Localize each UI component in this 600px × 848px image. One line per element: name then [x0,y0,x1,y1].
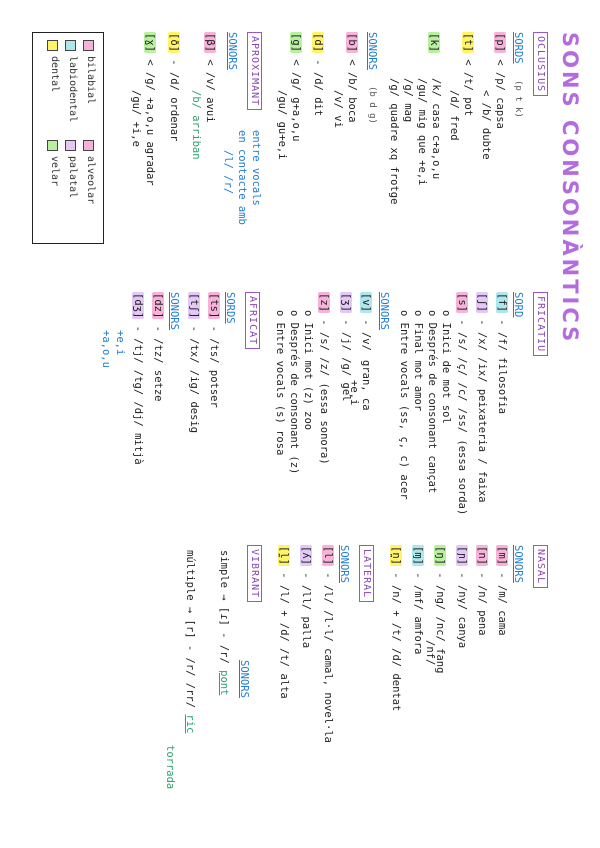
symbol-tsh: [tʃ] [188,293,200,319]
rule-ts: - /ts/ potser [208,325,220,408]
symbol-ng: [ŋ] [434,546,446,565]
phoneme-tsh [187,292,200,433]
legend-label: dental [49,56,60,93]
aproximant-note-3: /l/ /r/ [222,150,234,195]
oclusius-sords-note: (p t k) [513,80,523,118]
phoneme-beta [203,32,216,123]
rule-eth: - /d/ ordenar [168,59,180,142]
legend-label: bilabial [85,56,96,105]
page-title: SONS CONSONÀNTICS [558,32,582,345]
section-heading-oclusius: OCLUSIUS [533,32,548,96]
phoneme-dzh [131,292,144,465]
note-mf: /nf/ [424,640,436,666]
note-z-3: o Entre vocals (s) rosa [274,310,286,456]
rule-d: - /d/ dit [312,59,324,117]
legend-swatch [83,140,94,151]
oclusius-sonors-note: (b d g) [367,86,377,124]
rule-k-3: /g/ mag [402,78,414,123]
phoneme-k [427,32,440,53]
section-heading-aproximant: APROXIMANT [247,32,262,110]
section-heading-nasal: NASAL [533,545,548,588]
rule-b-alt: /v/ vi [332,90,344,128]
rule-l: - /l/ /l·l/ camal, novel·la [322,572,334,743]
vibrant-simple [217,550,230,695]
legend-label: alveolar [85,156,96,205]
note-dzh-2: +a,o,u [100,330,112,368]
rule-beta: < /v/ avui [204,59,216,123]
symbol-dz: [dz] [152,293,164,319]
symbol-t: [t] [462,33,474,52]
rule-ny: - /ny/ canya [456,572,468,649]
symbol-lt: [l̪] [278,546,290,565]
rule-dzh: - /tj/ /tg/ /dj/ mitjà [132,325,144,465]
oclusius-sonors-label: SONORS [366,32,378,70]
symbol-m: [m] [496,546,508,565]
phoneme-ll [299,545,312,648]
rule-v: - /v/ [360,319,372,351]
legend-swatch [83,40,94,51]
rule-beta-alt: /b/ arriban [190,90,202,160]
legend-swatch [47,40,58,51]
rule-mf: - /mf/ amfora [412,572,424,655]
rule-gamma: < /g/ +a,o,u agradar [144,59,156,186]
note-s-3: o Final mot amor [412,310,424,412]
phoneme-mf [411,545,424,654]
symbol-dzh: [dʒ] [132,293,144,319]
rule-ng: - /ng/ /nc/ fang [434,572,446,674]
rule-tsh: - /tx/ /ig/ desig [188,325,200,434]
rule-p-alt: < /b/ dubte [480,90,492,160]
symbol-beta: [β] [204,33,216,52]
symbol-g: [g] [290,33,302,52]
phoneme-v [359,292,372,351]
symbol-l: [l] [322,546,334,565]
phoneme-nt [389,545,402,711]
section-heading-vibrant: VIBRANT [247,545,262,602]
rule-gamma-alt: /gu/ +i,e [130,90,142,147]
legend-label: labiodental [67,56,78,123]
rule-ll: - /ll/ palla [300,572,312,649]
rule-n: - /n/ pena [476,572,488,636]
symbol-p: [p] [494,33,506,52]
phoneme-eth [167,32,180,141]
fricatiu-sonors-label: SONORS [378,292,390,330]
note-dzh-1: +e,i [114,330,126,356]
aproximant-note-2: en contacte amb [236,130,248,225]
oclusius-sords-label: SORDS [512,32,524,64]
legend-swatch [65,140,76,151]
legend-label: velar [49,156,60,187]
vibrant-multiple-example: ric [184,714,196,734]
rule-k-1: /k/ casa c+a,o,u [430,78,442,180]
vibrant-multiple-example-2: torrada [164,745,176,790]
symbol-f: [f] [496,293,508,312]
section-heading-fricatiu: FRICATIU [533,292,548,356]
aproximant-sonors-label: SONORS [226,32,238,70]
phoneme-ts [207,292,220,408]
note-zh: +e,i [348,380,360,406]
symbol-gamma: [ɣ] [144,33,156,52]
phoneme-dz [151,292,164,401]
symbol-nt: [n̪] [390,546,402,565]
phoneme-t [461,32,474,116]
phoneme-ny [455,545,468,648]
symbol-ll: [ʎ] [300,546,312,565]
fricatiu-sord-label: SORD [512,292,524,318]
rule-zh: - /j/ /g/ gel [340,319,352,402]
rule-g: < /g/ g+a,o,u [290,59,302,142]
vibrant-simple-rule: simple → [ɾ] - /r/ [218,550,230,664]
rule-g-alt: /gu/ gu+e,i [276,90,288,160]
phoneme-d [311,32,324,116]
symbol-zh: [ʒ] [340,293,352,312]
rule-nt: - /n/ + /t/ /d/ dentat [390,572,402,712]
rule-lt: - /l/ + /d/ /t/ alta [278,572,290,699]
phoneme-m [495,545,508,636]
vibrant-simple-example: pont [218,670,230,696]
symbol-k: [k] [428,33,440,52]
section-heading-africat: AFRICAT [245,292,260,349]
rule-f: - /f/ filosofia [496,319,508,415]
note-s-2: o Després de consonant cançat [426,310,438,494]
symbol-sh: [ʃ] [476,293,488,312]
section-heading-lateral: LATERAL [359,545,374,602]
africat-sonors-label: SONORS [168,292,180,330]
symbol-b: [b] [346,33,358,52]
aproximant-note-1: entre vocals [250,130,262,206]
rule-sh: - /x/ /ix/ peixateria / faixa [476,319,488,503]
rule-z: - /s/ /z/ (essa sonora) [318,319,330,465]
phoneme-b [345,32,358,123]
symbol-mf: [ɱ] [412,546,424,565]
rule-s: - /s/ /ç/ /c/ /ss/ (essa sorda) [456,319,468,516]
legend-label: palatal [67,156,78,199]
vibrant-multiple-rule: múltiple → [r] - /r/ /rr/ [184,550,196,709]
africat-sords-label: SORDS [224,292,236,324]
symbol-ny: [ɲ] [456,546,468,565]
vibrant-multiple [183,550,196,733]
phoneme-p [493,32,506,129]
note-s-1: o Inici de mot sol [440,310,452,424]
phoneme-g [289,32,302,141]
phoneme-z [317,292,330,465]
symbol-ts: [ts] [208,293,220,319]
vibrant-sonors-label: SONORS [238,660,250,698]
phoneme-l [321,545,334,743]
note-z-1: o Inici mot (z) zoo [302,310,314,431]
phoneme-gamma [143,32,156,186]
rule-k-4: /g/ quadre xq frotge [388,78,400,205]
phoneme-s [455,292,468,515]
rule-m: - /m/ cama [496,572,508,636]
rule-t: < /t/ pot [462,59,474,117]
symbol-s: [s] [456,293,468,312]
note-z-2: o Després de consonant (z) [288,310,300,475]
rule-p: < /p/ capsa [494,59,506,129]
rule-b: < /b/ boca [346,59,358,123]
phoneme-sh [475,292,488,503]
symbol-n: [n] [476,546,488,565]
symbol-d: [d] [312,33,324,52]
rule-t-alt: /d/ fred [448,90,460,141]
rule-dz: - /tz/ setze [152,325,164,402]
phoneme-f [495,292,508,414]
phoneme-n [475,545,488,636]
lateral-sonors-label: SONORS [338,545,350,583]
note-s-4: o Entre vocals (ss, ç, c) acer [398,310,410,500]
nasal-sonors-label: SONORS [512,545,524,583]
phoneme-lt [277,545,290,699]
symbol-z: [z] [318,293,330,312]
legend-swatch [47,140,58,151]
symbol-eth: [ð] [168,33,180,52]
note-v: gran, ca [360,360,372,411]
legend-swatch [65,40,76,51]
symbol-v: [v] [360,293,372,312]
rule-k-2: /gu/ mig que +e,i [416,78,428,186]
